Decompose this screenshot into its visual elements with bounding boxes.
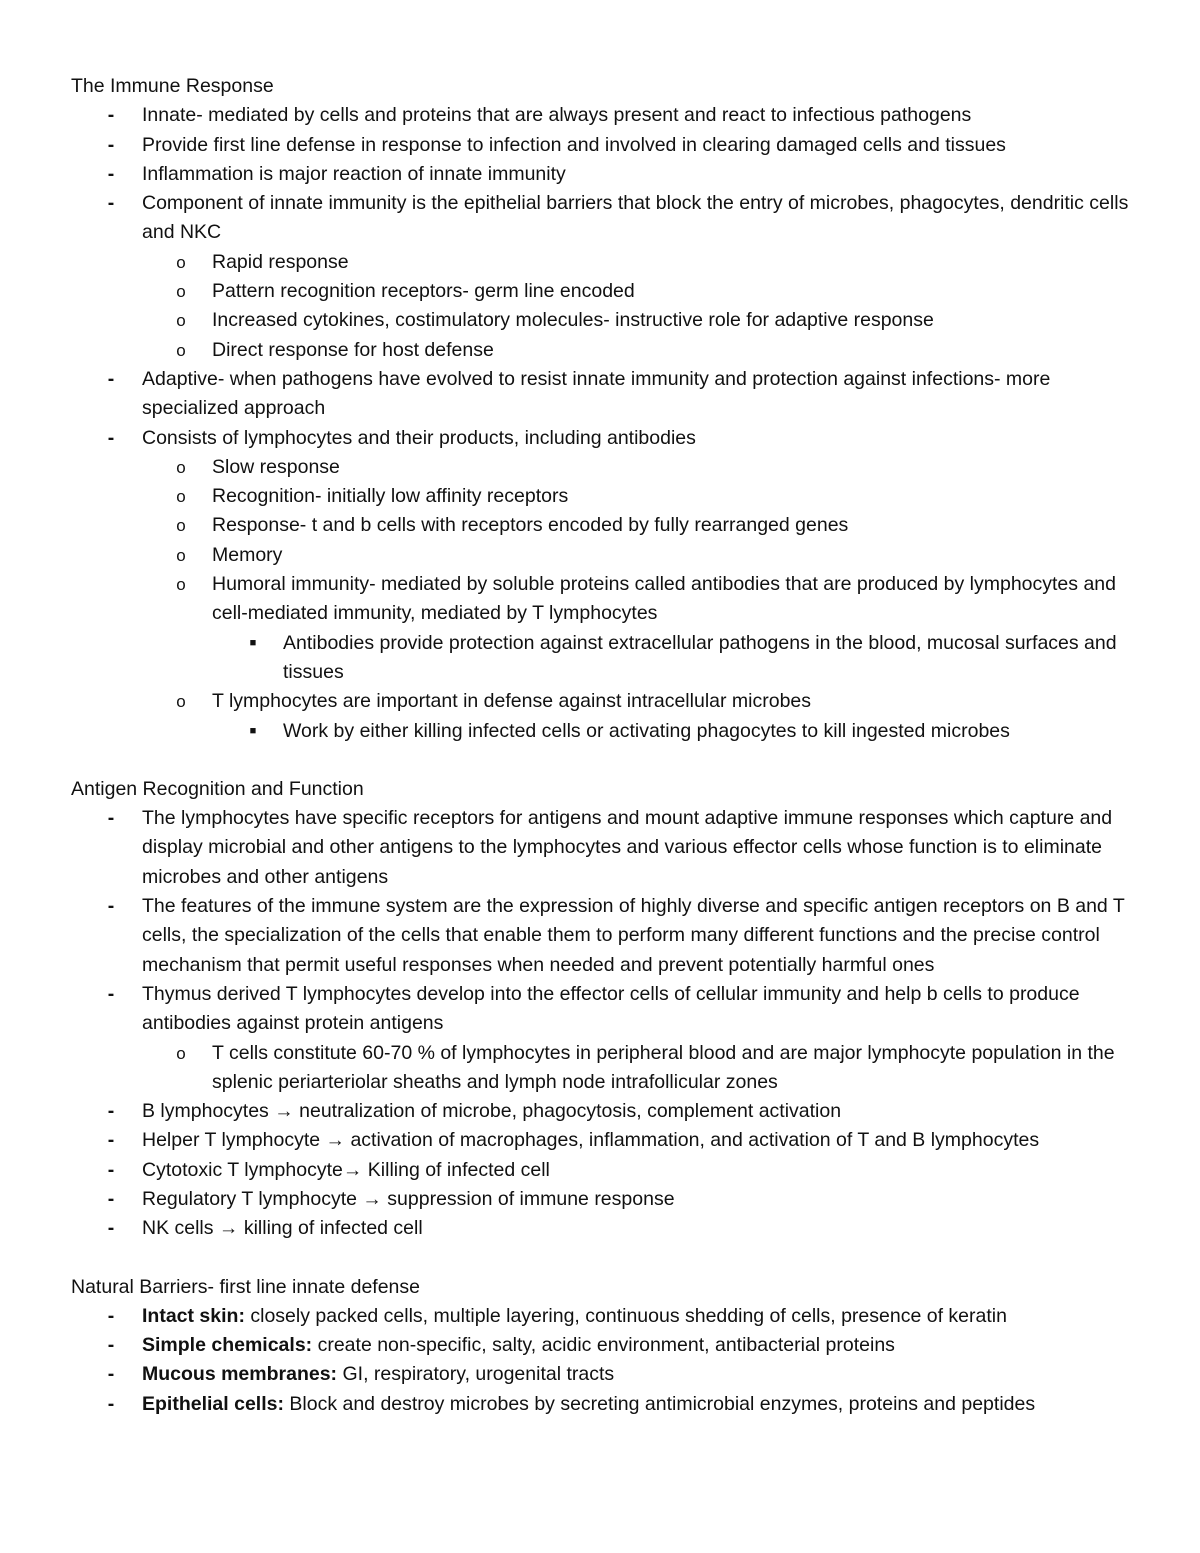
list-item-text: NK cells → killing of infected cell xyxy=(142,1217,423,1240)
list-item-text: T cells constitute 60-70 % of lymphocytes in peripheral blood and are major lymphocyte population in the splenic periarteriolar sheaths and lymph node intrafollicular zones xyxy=(212,1041,1115,1093)
list-item xyxy=(71,248,1140,277)
section-heading: Natural Barriers- first line innate defense xyxy=(71,1275,420,1298)
list-item xyxy=(71,717,1140,746)
circle-bullet-icon: o xyxy=(176,575,186,595)
list-item-text: Regulatory T lymphocyte → suppression of immune response xyxy=(142,1187,675,1210)
dash-bullet-icon: - xyxy=(107,1304,115,1327)
list-item-text: Provide first line defense in response to infection and involved in clearing damaged cells and tissues xyxy=(142,133,1006,156)
section-immune-response xyxy=(71,72,1140,746)
circle-bullet-icon: o xyxy=(176,1043,186,1063)
list-item xyxy=(71,980,1140,1039)
dash-bullet-icon: - xyxy=(107,1392,115,1415)
bullet-list xyxy=(71,804,1140,1243)
circle-bullet-icon: o xyxy=(176,487,186,507)
list-item-text: Recognition- initially low affinity receptors xyxy=(212,485,569,508)
dash-bullet-icon: - xyxy=(107,807,115,830)
list-item xyxy=(71,424,1140,453)
circle-bullet-icon: o xyxy=(176,282,186,302)
list-item xyxy=(71,1214,1140,1243)
list-item xyxy=(71,570,1140,629)
dash-bullet-icon: - xyxy=(107,1187,115,1210)
list-item xyxy=(71,453,1140,482)
square-bullet-icon: ■ xyxy=(249,636,257,649)
list-item xyxy=(71,1156,1140,1185)
list-item xyxy=(71,482,1140,511)
list-item xyxy=(71,336,1140,365)
list-item xyxy=(71,1390,1140,1419)
list-item-text: B lymphocytes → neutralization of microbe, phagocytosis, complement activation xyxy=(142,1100,842,1123)
dash-bullet-icon: - xyxy=(107,1363,115,1386)
circle-bullet-icon: o xyxy=(176,311,186,331)
list-item xyxy=(71,365,1140,424)
list-item-text: Block and destroy microbes by secreting antimicrobial enzymes, proteins and peptides xyxy=(283,1392,1036,1415)
list-item-term: Mucous membranes: xyxy=(142,1363,338,1386)
circle-bullet-icon: o xyxy=(176,516,186,536)
list-item-text: Consists of lymphocytes and their products, including antibodies xyxy=(142,426,696,449)
list-item xyxy=(71,160,1140,189)
list-item-text: Memory xyxy=(212,543,283,566)
dash-bullet-icon: - xyxy=(107,895,115,918)
list-item xyxy=(71,1185,1140,1214)
list-item-text: Slow response xyxy=(212,455,340,478)
dash-bullet-icon: - xyxy=(107,1129,115,1152)
section-natural-barriers xyxy=(71,1273,1140,1419)
circle-bullet-icon: o xyxy=(176,340,186,360)
dash-bullet-icon: - xyxy=(107,104,115,127)
list-item xyxy=(71,687,1140,716)
dash-bullet-icon: - xyxy=(107,1217,115,1240)
list-item-text: create non-specific, salty, acidic environment, antibacterial proteins xyxy=(312,1334,895,1357)
dash-bullet-icon: - xyxy=(107,162,115,185)
list-item-text: Component of innate immunity is the epithelial barriers that block the entry of microbes, phagocytes, dendritic cells and NKC xyxy=(142,192,1129,244)
dash-bullet-icon: - xyxy=(107,1100,115,1123)
dash-bullet-icon: - xyxy=(107,367,115,390)
dash-bullet-icon: - xyxy=(107,982,115,1005)
list-item-text: Increased cytokines, costimulatory molecules- instructive role for adaptive response xyxy=(212,309,934,332)
list-item-text: GI, respiratory, urogenital tracts xyxy=(337,1363,615,1386)
circle-bullet-icon: o xyxy=(176,545,186,565)
list-item xyxy=(71,1360,1140,1389)
dash-bullet-icon: - xyxy=(107,133,115,156)
list-item xyxy=(71,1302,1140,1331)
list-item-text: closely packed cells, multiple layering, continuous shedding of cells, presence of keratin xyxy=(244,1304,1007,1327)
list-item-text: Work by either killing infected cells or activating phagocytes to kill ingested microbes xyxy=(283,719,1010,742)
list-item-text: The lymphocytes have specific receptors for antigens and mount adaptive immune responses which capture and display microbial and other antigens to the lymphocytes and various effector cells whose function is to eliminate microbes and other antigens xyxy=(142,807,1113,888)
list-item-text: Thymus derived T lymphocytes develop into the effector cells of cellular immunity and help b cells to produce antibodies against protein antigens xyxy=(142,982,1080,1035)
section-antigen-recognition xyxy=(71,775,1140,1244)
list-item-text: Rapid response xyxy=(212,250,349,273)
list-item xyxy=(71,101,1140,130)
list-item-text: Antibodies provide protection against extracellular pathogens in the blood, mucosal surfaces and tissues xyxy=(283,631,1117,683)
list-item-text: T lymphocytes are important in defense against intracellular microbes xyxy=(212,690,812,713)
list-item xyxy=(71,1126,1140,1155)
list-item-text: Inflammation is major reaction of innate immunity xyxy=(142,162,566,185)
square-bullet-icon: ■ xyxy=(249,724,257,737)
list-item xyxy=(71,1331,1140,1360)
dash-bullet-icon: - xyxy=(107,1158,115,1181)
list-item-text: Innate- mediated by cells and proteins that are always present and react to infectious pathogens xyxy=(142,104,972,127)
bullet-list xyxy=(71,1302,1140,1419)
list-item xyxy=(71,804,1140,892)
list-item-term: Simple chemicals: xyxy=(142,1334,313,1357)
list-item-text: Humoral immunity- mediated by soluble proteins called antibodies that are produced by lymphocytes and cell-mediated immunity, mediated by T lymphocytes xyxy=(212,573,1116,625)
list-item-text: Response- t and b cells with receptors encoded by fully rearranged genes xyxy=(212,514,849,537)
list-item xyxy=(71,541,1140,570)
list-item xyxy=(71,189,1140,248)
dash-bullet-icon: - xyxy=(107,192,115,215)
section-heading: Antigen Recognition and Function xyxy=(71,777,364,800)
list-item-text: Pattern recognition receptors- germ line encoded xyxy=(212,280,635,303)
list-item xyxy=(71,1039,1140,1098)
list-item xyxy=(71,131,1140,160)
section-heading: The Immune Response xyxy=(71,75,274,97)
list-item xyxy=(71,511,1140,540)
list-item xyxy=(71,1097,1140,1126)
list-item-term: Intact skin: xyxy=(142,1304,245,1327)
circle-bullet-icon: o xyxy=(176,692,186,712)
list-item xyxy=(71,629,1140,688)
list-item-text: The features of the immune system are the expression of highly diverse and specific antigen receptors on B and T cells, the specialization of the cells that enable them to perform many different functions and the precise control mechanism that permit useful responses when needed and prevent potentially harmful ones xyxy=(142,895,1125,976)
list-item-text: Direct response for host defense xyxy=(212,338,494,361)
circle-bullet-icon: o xyxy=(176,457,186,477)
list-item xyxy=(71,306,1140,335)
list-item xyxy=(71,277,1140,306)
dash-bullet-icon: - xyxy=(107,1334,115,1357)
list-item-text: Helper T lymphocyte → activation of macrophages, inflammation, and activation of T and B lymphocytes xyxy=(142,1129,1040,1152)
dash-bullet-icon: - xyxy=(107,426,115,449)
bullet-list xyxy=(71,101,1140,746)
list-item-text: Adaptive- when pathogens have evolved to resist innate immunity and protection against infections- more specialized approach xyxy=(142,367,1051,420)
list-item-text: Cytotoxic T lymphocyte→ Killing of infected cell xyxy=(142,1158,550,1181)
list-item xyxy=(71,892,1140,980)
circle-bullet-icon: o xyxy=(176,252,186,272)
list-item-term: Epithelial cells: xyxy=(142,1392,284,1415)
